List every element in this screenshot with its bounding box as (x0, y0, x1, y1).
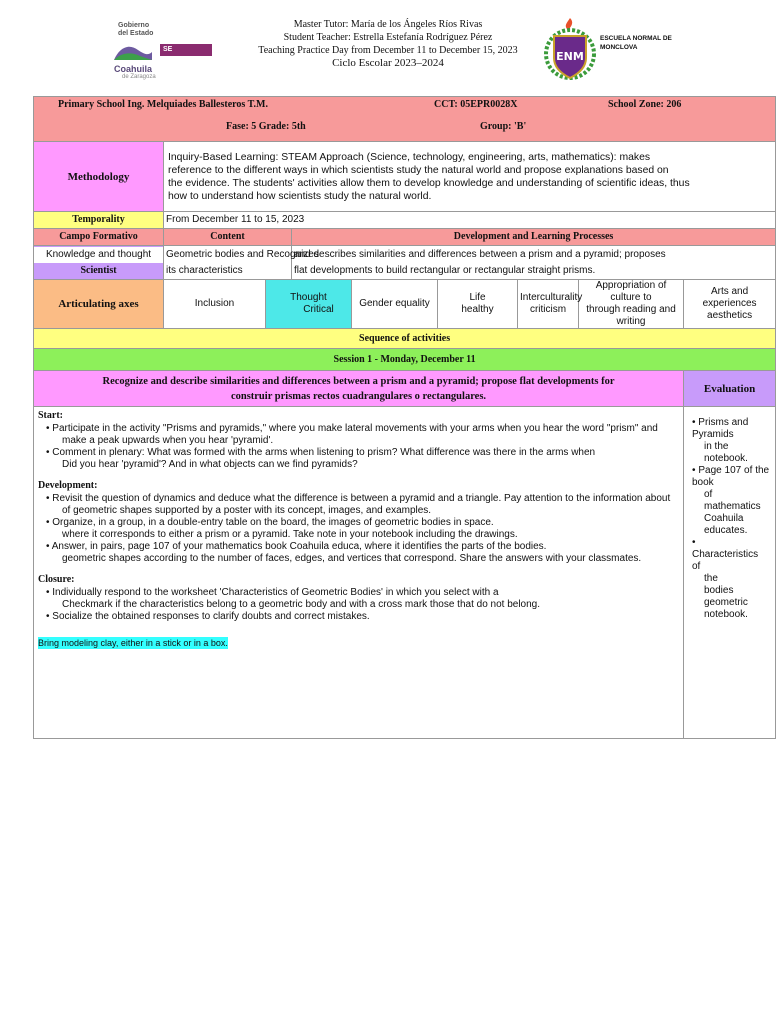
group: Group: 'B' (480, 121, 527, 132)
methodology-row (34, 142, 776, 212)
axis-text: Thought (290, 292, 327, 303)
campo-cell (34, 246, 164, 280)
evaluation-line: • Prisms and Pyramids (692, 417, 749, 440)
gov-logo-sub: de Zaragoza (122, 74, 156, 80)
dev-line2: flat developments to build rectangular or rectangular straight prisms. (294, 264, 596, 276)
master-tutor: Master Tutor: María de los Ángeles Ríos Rivas (293, 19, 483, 30)
activity-line: geometric shapes according to the number of faces, edges, and vertices that correspond. Share the answers with your classmates. (62, 553, 642, 564)
axis-healthy-life (438, 280, 518, 329)
student-teacher: Student Teacher: Estrella Estefanía Rodríguez Pérez (283, 32, 493, 43)
gov-logo-line2: del Estado (118, 30, 154, 37)
objective-line2: construir prismas rectos cuadrangulares o rectangulares. (230, 390, 487, 402)
enm-logo (542, 14, 678, 86)
development-heading: Development: (38, 480, 98, 491)
fase-grade: Fase: 5 Grade: 5th (226, 121, 306, 132)
enm-logo-line2: MONCLOVA (600, 44, 638, 51)
coahuila-mark-icon (110, 42, 154, 64)
school-cct: CCT: 05EPR0028X (434, 99, 518, 110)
enm-mark-text: ENM (556, 50, 584, 63)
axis-text: Interculturality (520, 292, 583, 303)
axis-text: Inclusion (194, 298, 235, 309)
methodology-label: Methodology (34, 142, 164, 212)
evaluation-line: geometric (704, 597, 748, 608)
content-cell (164, 246, 319, 280)
methodology-line: reference to the different ways in which scientists study the natural world and propose explanations based on (168, 164, 669, 176)
enm-logo-label (600, 34, 672, 52)
closure-heading: Closure: (38, 574, 75, 585)
coahuila-government-logo (104, 18, 216, 82)
axis-critical-thought (266, 280, 352, 329)
school-zone: School Zone: 206 (608, 99, 682, 110)
axis-text: through reading and writing (586, 304, 676, 327)
columns-row (34, 229, 776, 246)
school-cycle: Ciclo Escolar 2023–2024 (332, 57, 444, 69)
evaluation-line: notebook. (704, 609, 748, 620)
axis-text: Arts and experiences (702, 286, 757, 309)
activity-line: • Comment in plenary: What was formed with the arms when listening to prism? What difference was there in the arms when (46, 447, 596, 458)
development-label: Development (38, 480, 95, 491)
activities-cell (34, 407, 684, 739)
closure-label: Closure (38, 574, 72, 585)
dev-header: Development and Learning Processes (292, 229, 776, 246)
start-label: Start (38, 410, 60, 421)
practice-dates: Teaching Practice Day from December 11 to December 15, 2023 (258, 45, 518, 56)
temporality-label: Temporality (34, 212, 164, 229)
objective-row (34, 371, 776, 407)
evaluation-line: the bodies (704, 573, 734, 596)
header-text-block (238, 18, 538, 70)
methodology-text (164, 142, 776, 212)
activity-line: Did you hear 'pyramid'? And in what objects can we find pyramids? (62, 459, 358, 470)
session-row (34, 349, 776, 371)
gov-logo-state: Coahuila (114, 64, 153, 74)
activity-line: of geometric shapes supported by a poster with its concept, images, and examples. (62, 505, 432, 516)
axis-text: Gender equality (359, 298, 430, 309)
materials-note: Bring modeling clay, either in a stick or in a box. (38, 638, 228, 648)
axis-text: Life (469, 292, 486, 303)
school-header-cell (34, 97, 776, 142)
activity-line: make a peak upwards when you hear 'pyramid'. (62, 435, 274, 446)
methodology-line: the evidence. The students' activities allow them to develop knowledge and understanding of scientific ideas, thus (168, 177, 690, 189)
campo-line1: Knowledge and thought (34, 247, 163, 263)
campo-row (34, 246, 776, 280)
activity-line: Checkmark if the characteristics belong to a geometric body and with a cross mark those that do not belong. (62, 599, 541, 610)
axes-label: Articulating axes (34, 280, 164, 329)
school-row (34, 97, 776, 142)
axis-text: criticism (529, 304, 567, 315)
activity-line: where it corresponds to either a prism or a pyramid. Take note in your notebook including the drawings. (62, 529, 518, 540)
activity-line: • Individually respond to the worksheet 'Characteristics of Geometric Bodies' in which you select with a (46, 587, 499, 598)
axis-reading-writing (579, 280, 684, 329)
activity-line: • Answer, in pairs, page 107 of your mathematics book Coahuila educa, where it identifies the parts of the bodies. (46, 541, 547, 552)
content-line1: Geometric bodies and Recognizes (166, 248, 319, 260)
evaluation-line: of mathematics (704, 489, 761, 512)
axis-arts (684, 280, 776, 329)
content-line2: its characteristics (166, 264, 243, 276)
campo-header: Campo Formativo (34, 229, 164, 246)
axis-text: Critical (303, 304, 334, 315)
temporality-row (34, 212, 776, 229)
objective-line1: Recognize and describe similarities and differences between a prism and a pyramid; propose flat developments for (102, 375, 615, 387)
methodology-line: how to understand how scientists study the natural world. (168, 190, 432, 202)
axis-text: healthy (461, 304, 494, 315)
axis-text: Appropriation of culture to (595, 280, 667, 303)
temporality-value: From December 11 to 15, 2023 (164, 212, 776, 229)
methodology-line: Inquiry-Based Learning: STEAM Approach (Science, technology, engineering, arts, mathematics): makes (168, 151, 651, 163)
start-heading: Start: (38, 410, 64, 421)
activity-line: • Socialize the obtained responses to clarify doubts and correct mistakes. (46, 611, 370, 622)
evaluation-header: Evaluation (684, 371, 776, 407)
axis-inclusion (164, 280, 266, 329)
enm-shield-icon (542, 14, 598, 86)
activity-line: • Revisit the question of dynamics and deduce what the difference is between a pyramid and a triangle. Pay attention to the information about (46, 493, 671, 504)
gov-logo-line1: Gobierno (118, 22, 150, 29)
session-title: Session 1 - Monday, December 11 (34, 349, 776, 371)
enm-logo-line1: ESCUELA NORMAL DE (600, 35, 672, 42)
evaluation-line: Coahuila educates. (704, 513, 748, 536)
axis-text: aesthetics (707, 310, 753, 321)
se-badge: SE (160, 44, 212, 56)
activity-line: • Participate in the activity "Prisms and pyramids," where you make lateral movements with your arms when you hear the word "prism" and (46, 423, 658, 434)
evaluation-line: • Characteristics of (692, 537, 759, 572)
dev-line1: and describes similarities and differences between a prism and a pyramid; proposes (294, 248, 666, 260)
evaluation-line: • Page 107 of the book (692, 465, 770, 488)
dev-cell (292, 246, 776, 280)
objective-cell (34, 371, 684, 407)
document-header (0, 0, 768, 96)
axes-row (34, 280, 776, 329)
sequence-row (34, 329, 776, 349)
lesson-plan-table (33, 96, 776, 739)
activity-line: • Organize, in a group, in a double-entry table on the board, the images of geometric bodies in space. (46, 517, 494, 528)
gov-logo-text (118, 22, 153, 38)
content-header: Content (164, 229, 292, 246)
evaluation-cell (684, 407, 776, 739)
campo-line2: Scientist (80, 264, 117, 276)
sequence-title: Sequence of activities (34, 329, 776, 349)
axis-gender-equality (352, 280, 438, 329)
axis-interculturality (518, 280, 583, 329)
evaluation-line: in the notebook. (704, 441, 748, 464)
activities-row (34, 407, 776, 739)
school-name: Primary School Ing. Melquiades Ballesteros T.M. (58, 99, 268, 110)
